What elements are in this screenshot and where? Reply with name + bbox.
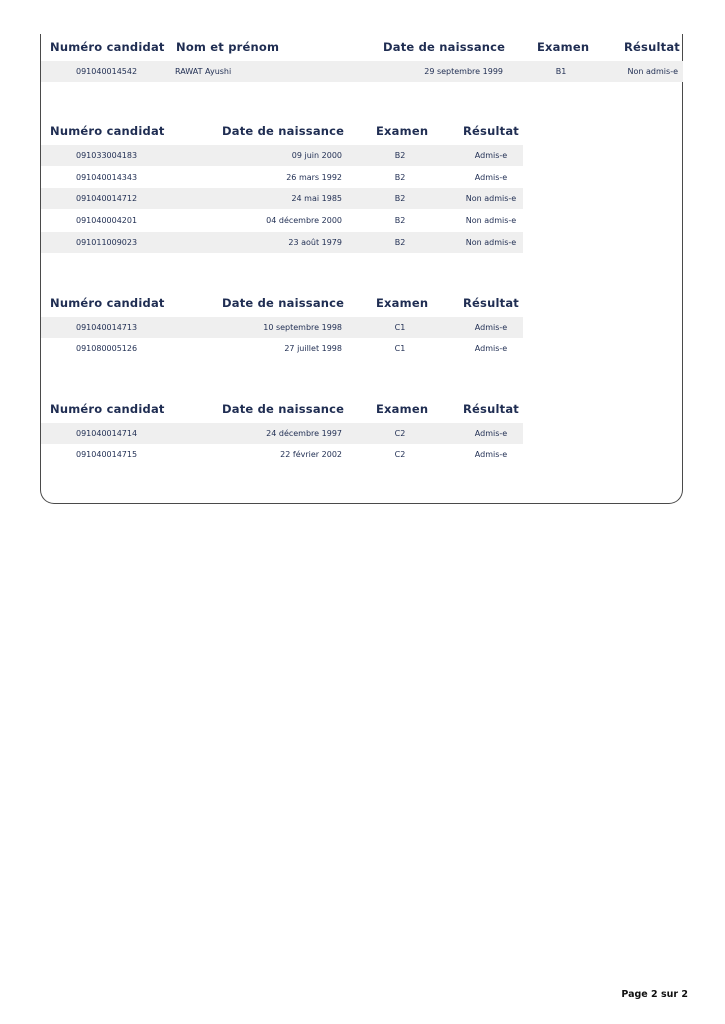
cell-resultat: Admis-e: [474, 344, 508, 353]
cell-date: 27 juillet 1998: [284, 344, 342, 353]
cell-resultat: Admis-e: [474, 450, 508, 459]
table-row: [41, 188, 523, 209]
cell-numero: 091040014714: [76, 429, 138, 438]
header-examen: Examen: [537, 40, 590, 54]
cell-numero: 091040004201: [76, 216, 138, 225]
header-resultat: Résultat: [463, 124, 519, 138]
cell-date: 24 décembre 1997: [266, 429, 342, 438]
header-numero-candidat: Numéro candidat: [50, 124, 165, 138]
cell-examen: B2: [394, 151, 406, 160]
cell-examen: C2: [394, 450, 406, 459]
cell-numero: 091040014712: [76, 194, 138, 203]
page-number: Page 2 sur 2: [621, 989, 688, 1000]
cell-numero: 091040014715: [76, 450, 138, 459]
cell-numero: 091033004183: [76, 151, 138, 160]
cell-resultat: Admis-e: [474, 429, 508, 438]
cell-date: 23 août 1979: [288, 238, 342, 247]
cell-date: 10 septembre 1998: [263, 323, 342, 332]
header-date-naissance: Date de naissance: [222, 124, 345, 138]
table-row: [41, 145, 523, 166]
table-row: [41, 444, 523, 465]
header-date-naissance: Date de naissance: [222, 402, 345, 416]
header-nom-prenom: Nom et prénom: [176, 40, 280, 54]
cell-numero: 091080005126: [76, 344, 138, 353]
table-row: [41, 232, 523, 253]
cell-examen: B1: [555, 67, 567, 76]
cell-examen: C1: [394, 344, 406, 353]
table-row: [41, 423, 523, 444]
table-row: [41, 317, 523, 338]
cell-date: 24 mai 1985: [291, 194, 342, 203]
cell-examen: B2: [394, 216, 406, 225]
header-date-naissance: Date de naissance: [222, 296, 345, 310]
header-numero-candidat: Numéro candidat: [50, 296, 165, 310]
header-numero-candidat: Numéro candidat: [50, 402, 165, 416]
cell-examen: C2: [394, 429, 406, 438]
cell-nom: RAWAT Ayushi: [175, 67, 232, 76]
cell-resultat: Non admis-e: [465, 194, 517, 203]
header-examen: Examen: [376, 402, 429, 416]
cell-date: 09 juin 2000: [291, 151, 342, 160]
table-row: [41, 338, 523, 359]
cell-resultat: Admis-e: [474, 323, 508, 332]
cell-numero: 091040014343: [76, 173, 138, 182]
cell-resultat: Non admis-e: [465, 216, 517, 225]
table-row: [41, 167, 523, 188]
cell-date: 29 septembre 1999: [424, 67, 503, 76]
cell-examen: B2: [394, 238, 406, 247]
table-row: [41, 210, 523, 231]
header-date-naissance: Date de naissance: [383, 40, 506, 54]
cell-numero: 091011009023: [76, 238, 138, 247]
cell-resultat: Admis-e: [474, 173, 508, 182]
cell-resultat: Non admis-e: [627, 67, 678, 76]
cell-date: 22 février 2002: [280, 450, 342, 459]
cell-examen: C1: [394, 323, 406, 332]
cell-date: 26 mars 1992: [286, 173, 342, 182]
cell-resultat: Non admis-e: [465, 238, 517, 247]
cell-resultat: Admis-e: [474, 151, 508, 160]
cell-numero: 091040014713: [76, 323, 138, 332]
header-resultat: Résultat: [463, 402, 519, 416]
cell-numero: 091040014542: [76, 67, 138, 76]
header-resultat: Résultat: [463, 296, 519, 310]
header-examen: Examen: [376, 124, 429, 138]
header-resultat: Résultat: [624, 40, 680, 54]
header-numero-candidat: Numéro candidat: [50, 40, 165, 54]
cell-examen: B2: [394, 194, 406, 203]
cell-date: 04 décembre 2000: [266, 216, 342, 225]
cell-examen: B2: [394, 173, 406, 182]
header-examen: Examen: [376, 296, 429, 310]
table-row: [41, 61, 683, 82]
